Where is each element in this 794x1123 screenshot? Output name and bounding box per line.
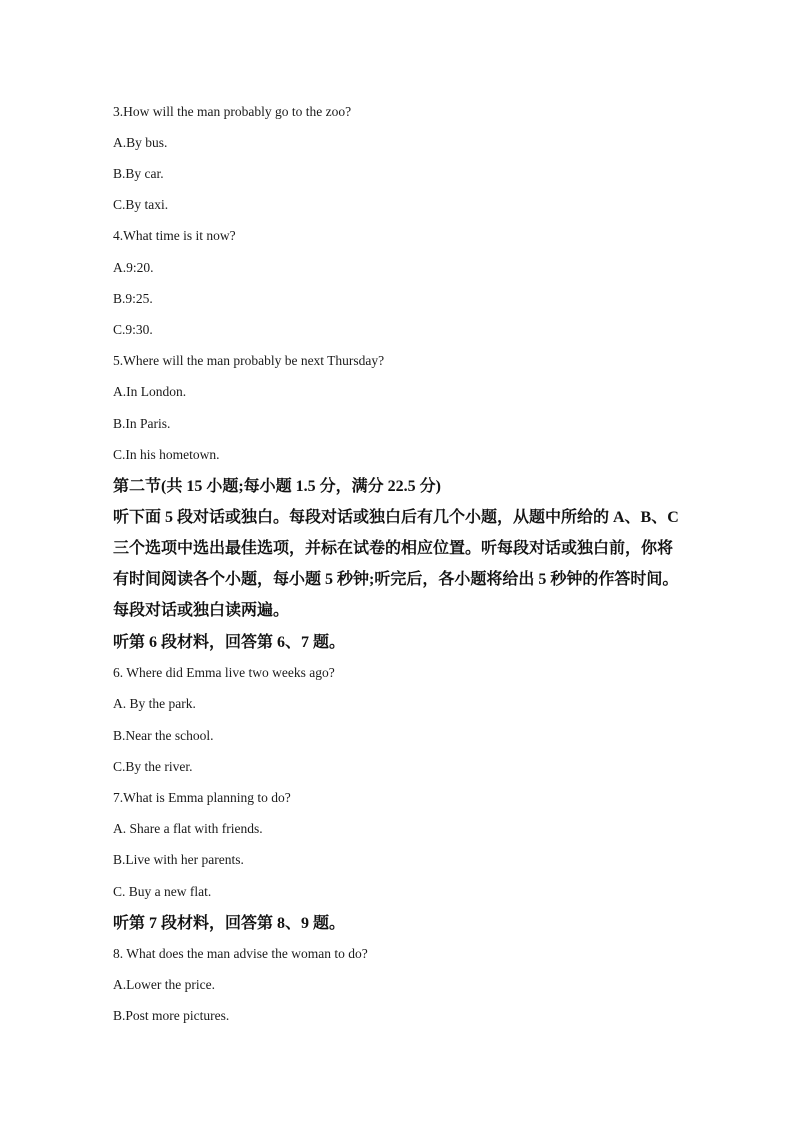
- section2-instruction-line: 三个选项中选出最佳选项，并标在试卷的相应位置。听每段对话或独白前，你将: [113, 540, 674, 557]
- option-3c: C.By taxi.: [113, 197, 169, 212]
- option-3b: B.By car.: [113, 166, 164, 181]
- section2-heading: 第二节(共 15 小题;每小题 1.5 分，满分 22.5 分): [113, 478, 441, 495]
- section2-instruction-line: 听下面 5 段对话或独白。每段对话或独白后有几个小题，从题中所给的 A、B、C: [113, 509, 679, 526]
- option-6a: A. By the park.: [113, 696, 196, 711]
- option-6c: C.By the river.: [113, 759, 193, 774]
- question-5: 5.Where will the man probably be next Thursday?: [113, 353, 385, 368]
- option-8a: A.Lower the price.: [113, 977, 215, 992]
- material6-heading: 听第 6 段材料，回答第 6、7 题。: [113, 634, 346, 651]
- question-7: 7.What is Emma planning to do?: [113, 790, 291, 805]
- option-3a: A.By bus.: [113, 135, 168, 150]
- option-7a: A. Share a flat with friends.: [113, 821, 263, 836]
- section2-instruction-line: 有时间阅读各个小题，每小题 5 秒钟;听完后，各小题将给出 5 秒钟的作答时间。: [113, 571, 679, 588]
- option-4c: C.9:30.: [113, 322, 153, 337]
- question-4: 4.What time is it now?: [113, 228, 236, 243]
- section2-instruction-line: 每段对话或独白读两遍。: [113, 602, 290, 619]
- option-7b: B.Live with her parents.: [113, 852, 244, 867]
- option-5a: A.In London.: [113, 384, 187, 399]
- material7-heading: 听第 7 段材料，回答第 8、9 题。: [113, 915, 346, 932]
- question-8: 8. What does the man advise the woman to do?: [113, 946, 368, 961]
- option-4a: A.9:20.: [113, 260, 154, 275]
- option-5c: C.In his hometown.: [113, 447, 220, 462]
- question-3: 3.How will the man probably go to the zoo?: [113, 104, 352, 119]
- option-7c: C. Buy a new flat.: [113, 884, 212, 899]
- question-6: 6. Where did Emma live two weeks ago?: [113, 665, 335, 680]
- option-4b: B.9:25.: [113, 291, 153, 306]
- option-6b: B.Near the school.: [113, 728, 214, 743]
- option-5b: B.In Paris.: [113, 416, 171, 431]
- option-8b: B.Post more pictures.: [113, 1008, 230, 1023]
